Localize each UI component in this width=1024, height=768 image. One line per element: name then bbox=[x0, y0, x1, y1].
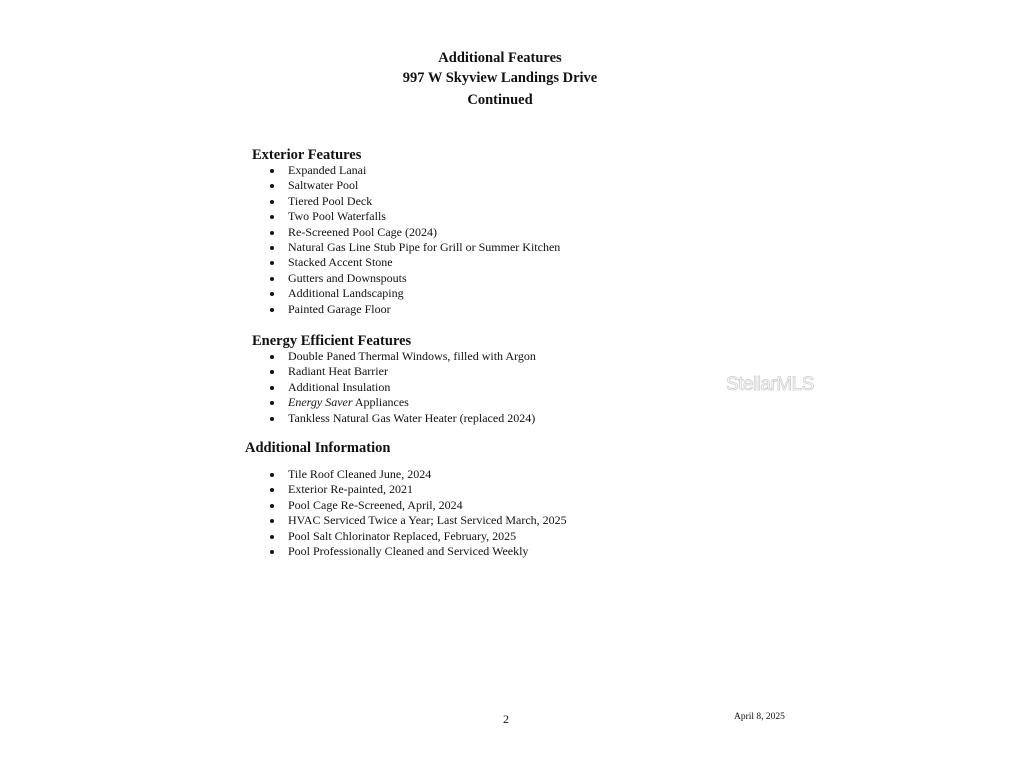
list-item-text: Appliances bbox=[352, 395, 409, 410]
list-item: Double Paned Thermal Windows, filled with Argon bbox=[270, 349, 536, 364]
section-heading-additional: Additional Information bbox=[245, 440, 391, 456]
exterior-features-list bbox=[270, 163, 560, 317]
list-item: Pool Professionally Cleaned and Serviced Weekly bbox=[270, 544, 567, 559]
list-item: Tankless Natural Gas Water Heater (replaced 2024) bbox=[270, 411, 536, 426]
list-item: Tiered Pool Deck bbox=[270, 194, 560, 209]
additional-info-list bbox=[270, 467, 567, 559]
list-item: Painted Garage Floor bbox=[270, 302, 560, 317]
list-item: Additional Landscaping bbox=[270, 286, 560, 301]
stellarmls-watermark: StellarMLS bbox=[726, 374, 814, 395]
document-title: Additional Features bbox=[438, 50, 562, 66]
list-item: Expanded Lanai bbox=[270, 163, 560, 178]
list-item: Gutters and Downspouts bbox=[270, 271, 560, 286]
list-item: Pool Cage Re-Screened, April, 2024 bbox=[270, 498, 567, 513]
property-address: 997 W Skyview Landings Drive bbox=[402, 70, 598, 86]
list-item: Radiant Heat Barrier bbox=[270, 364, 536, 379]
footer-date: April 8, 2025 bbox=[734, 712, 785, 722]
page-number: 2 bbox=[503, 712, 509, 726]
list-item: Pool Salt Chlorinator Replaced, February, 2025 bbox=[270, 529, 567, 544]
list-item: Exterior Re-painted, 2021 bbox=[270, 482, 567, 497]
list-item: HVAC Serviced Twice a Year; Last Serviced March, 2025 bbox=[270, 513, 567, 528]
list-item: Two Pool Waterfalls bbox=[270, 209, 560, 224]
list-item: Re-Screened Pool Cage (2024) bbox=[270, 225, 560, 240]
energy-features-list bbox=[270, 349, 536, 426]
list-item: Additional Insulation bbox=[270, 380, 536, 395]
list-item bbox=[270, 395, 536, 410]
section-heading-exterior: Exterior Features bbox=[252, 147, 362, 163]
list-item: Saltwater Pool bbox=[270, 178, 560, 193]
list-item: Stacked Accent Stone bbox=[270, 255, 560, 270]
continued-label: Continued bbox=[467, 92, 533, 108]
section-heading-energy: Energy Efficient Features bbox=[252, 333, 412, 349]
list-item-italic-text: Energy Saver bbox=[288, 395, 353, 410]
list-item: Tile Roof Cleaned June, 2024 bbox=[270, 467, 567, 482]
document-title-block bbox=[0, 48, 1000, 110]
list-item: Natural Gas Line Stub Pipe for Grill or Summer Kitchen bbox=[270, 240, 560, 255]
